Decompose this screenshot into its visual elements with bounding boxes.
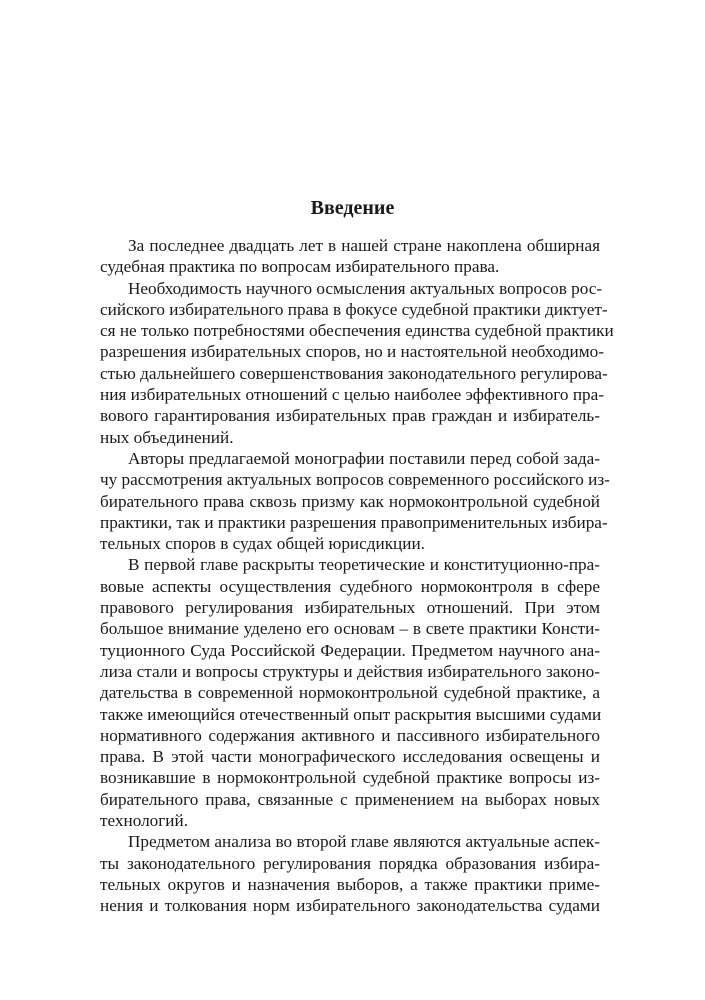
paragraph xyxy=(100,554,600,831)
text-line: бирательного права сквозь призму как нормоконтрольной судебной xyxy=(100,491,600,511)
text-line: права. В этой части монографического исследования освещены и xyxy=(100,747,600,767)
text-line: тельных споров в судах общей юрисдикции. xyxy=(100,534,425,554)
paragraph xyxy=(100,278,614,448)
body-text xyxy=(100,235,614,917)
text-line: Необходимость научного осмысления актуальных вопросов рос- xyxy=(128,278,603,298)
text-line: большое внимание уделено его основам – в свете практики Консти- xyxy=(100,619,600,639)
text-line: лиза стали и вопросы структуры и действия избирательного законо- xyxy=(100,661,600,681)
text-line: сийского избирательного права в фокусе судебной практики диктует- xyxy=(100,299,608,319)
text-line: также имеющийся отечественный опыт раскрытия высшими судами xyxy=(100,704,602,724)
text-line: вовые аспекты осуществления судебного нормоконтроля в сфере xyxy=(100,576,600,596)
text-line: ты законодательного регулирования порядка образования избира- xyxy=(100,853,600,873)
text-line: За последнее двадцать лет в нашей стране накоплена обширная xyxy=(128,236,600,255)
text-line: ся не только потребностями обеспечения единства судебной практики xyxy=(100,321,614,341)
text-line: ния избирательных отношений с целью наиболее эффективного пра- xyxy=(100,385,604,405)
text-line: нормативного содержания активного и пассивного избирательного xyxy=(100,725,600,745)
text-line: нения и толкования норм избирательного законодательства судами xyxy=(100,896,600,916)
text-line: технологий. xyxy=(100,811,188,831)
text-line: правового регулирования избирательных отношений. При этом xyxy=(100,598,600,618)
text-line: разрешения избирательных споров, но и настоятельной необходимо- xyxy=(100,342,604,362)
text-line: чу рассмотрения актуальных вопросов современного российского из- xyxy=(100,470,610,490)
text-line: вового гарантирования избирательных прав граждан и избиратель- xyxy=(100,406,600,426)
text-line: тельных округов и назначения выборов, а также практики приме- xyxy=(100,874,600,894)
text-line: стью дальнейшего совершенствования законодательного регулирова- xyxy=(100,363,608,383)
paragraph xyxy=(100,235,600,278)
text-line: практики, так и практики разрешения правоприменительных избира- xyxy=(100,512,608,532)
text-line: бирательного права, связанные с применением на выборах новых xyxy=(100,789,600,809)
text-line: судебная практика по вопросам избирательного права. xyxy=(100,257,500,277)
text-line: Авторы предлагаемой монографии поставили перед собой зада- xyxy=(128,448,600,468)
paragraph xyxy=(100,448,610,554)
text-line: возникавшие в нормоконтрольной судебной практике вопросы из- xyxy=(100,768,600,788)
text-line: ных объединений. xyxy=(100,427,234,447)
text-line: дательства в современной нормоконтрольной судебной практике, а xyxy=(100,683,600,703)
text-line: Предметом анализа во второй главе являются актуальные аспек- xyxy=(128,832,600,852)
page-title: Введение xyxy=(310,197,395,219)
text-line: В первой главе раскрыты теоретические и конституционно-пра- xyxy=(128,555,600,575)
text-line: туционного Суда Российской Федерации. Предметом научного ана- xyxy=(100,640,600,660)
paragraph xyxy=(100,831,600,916)
